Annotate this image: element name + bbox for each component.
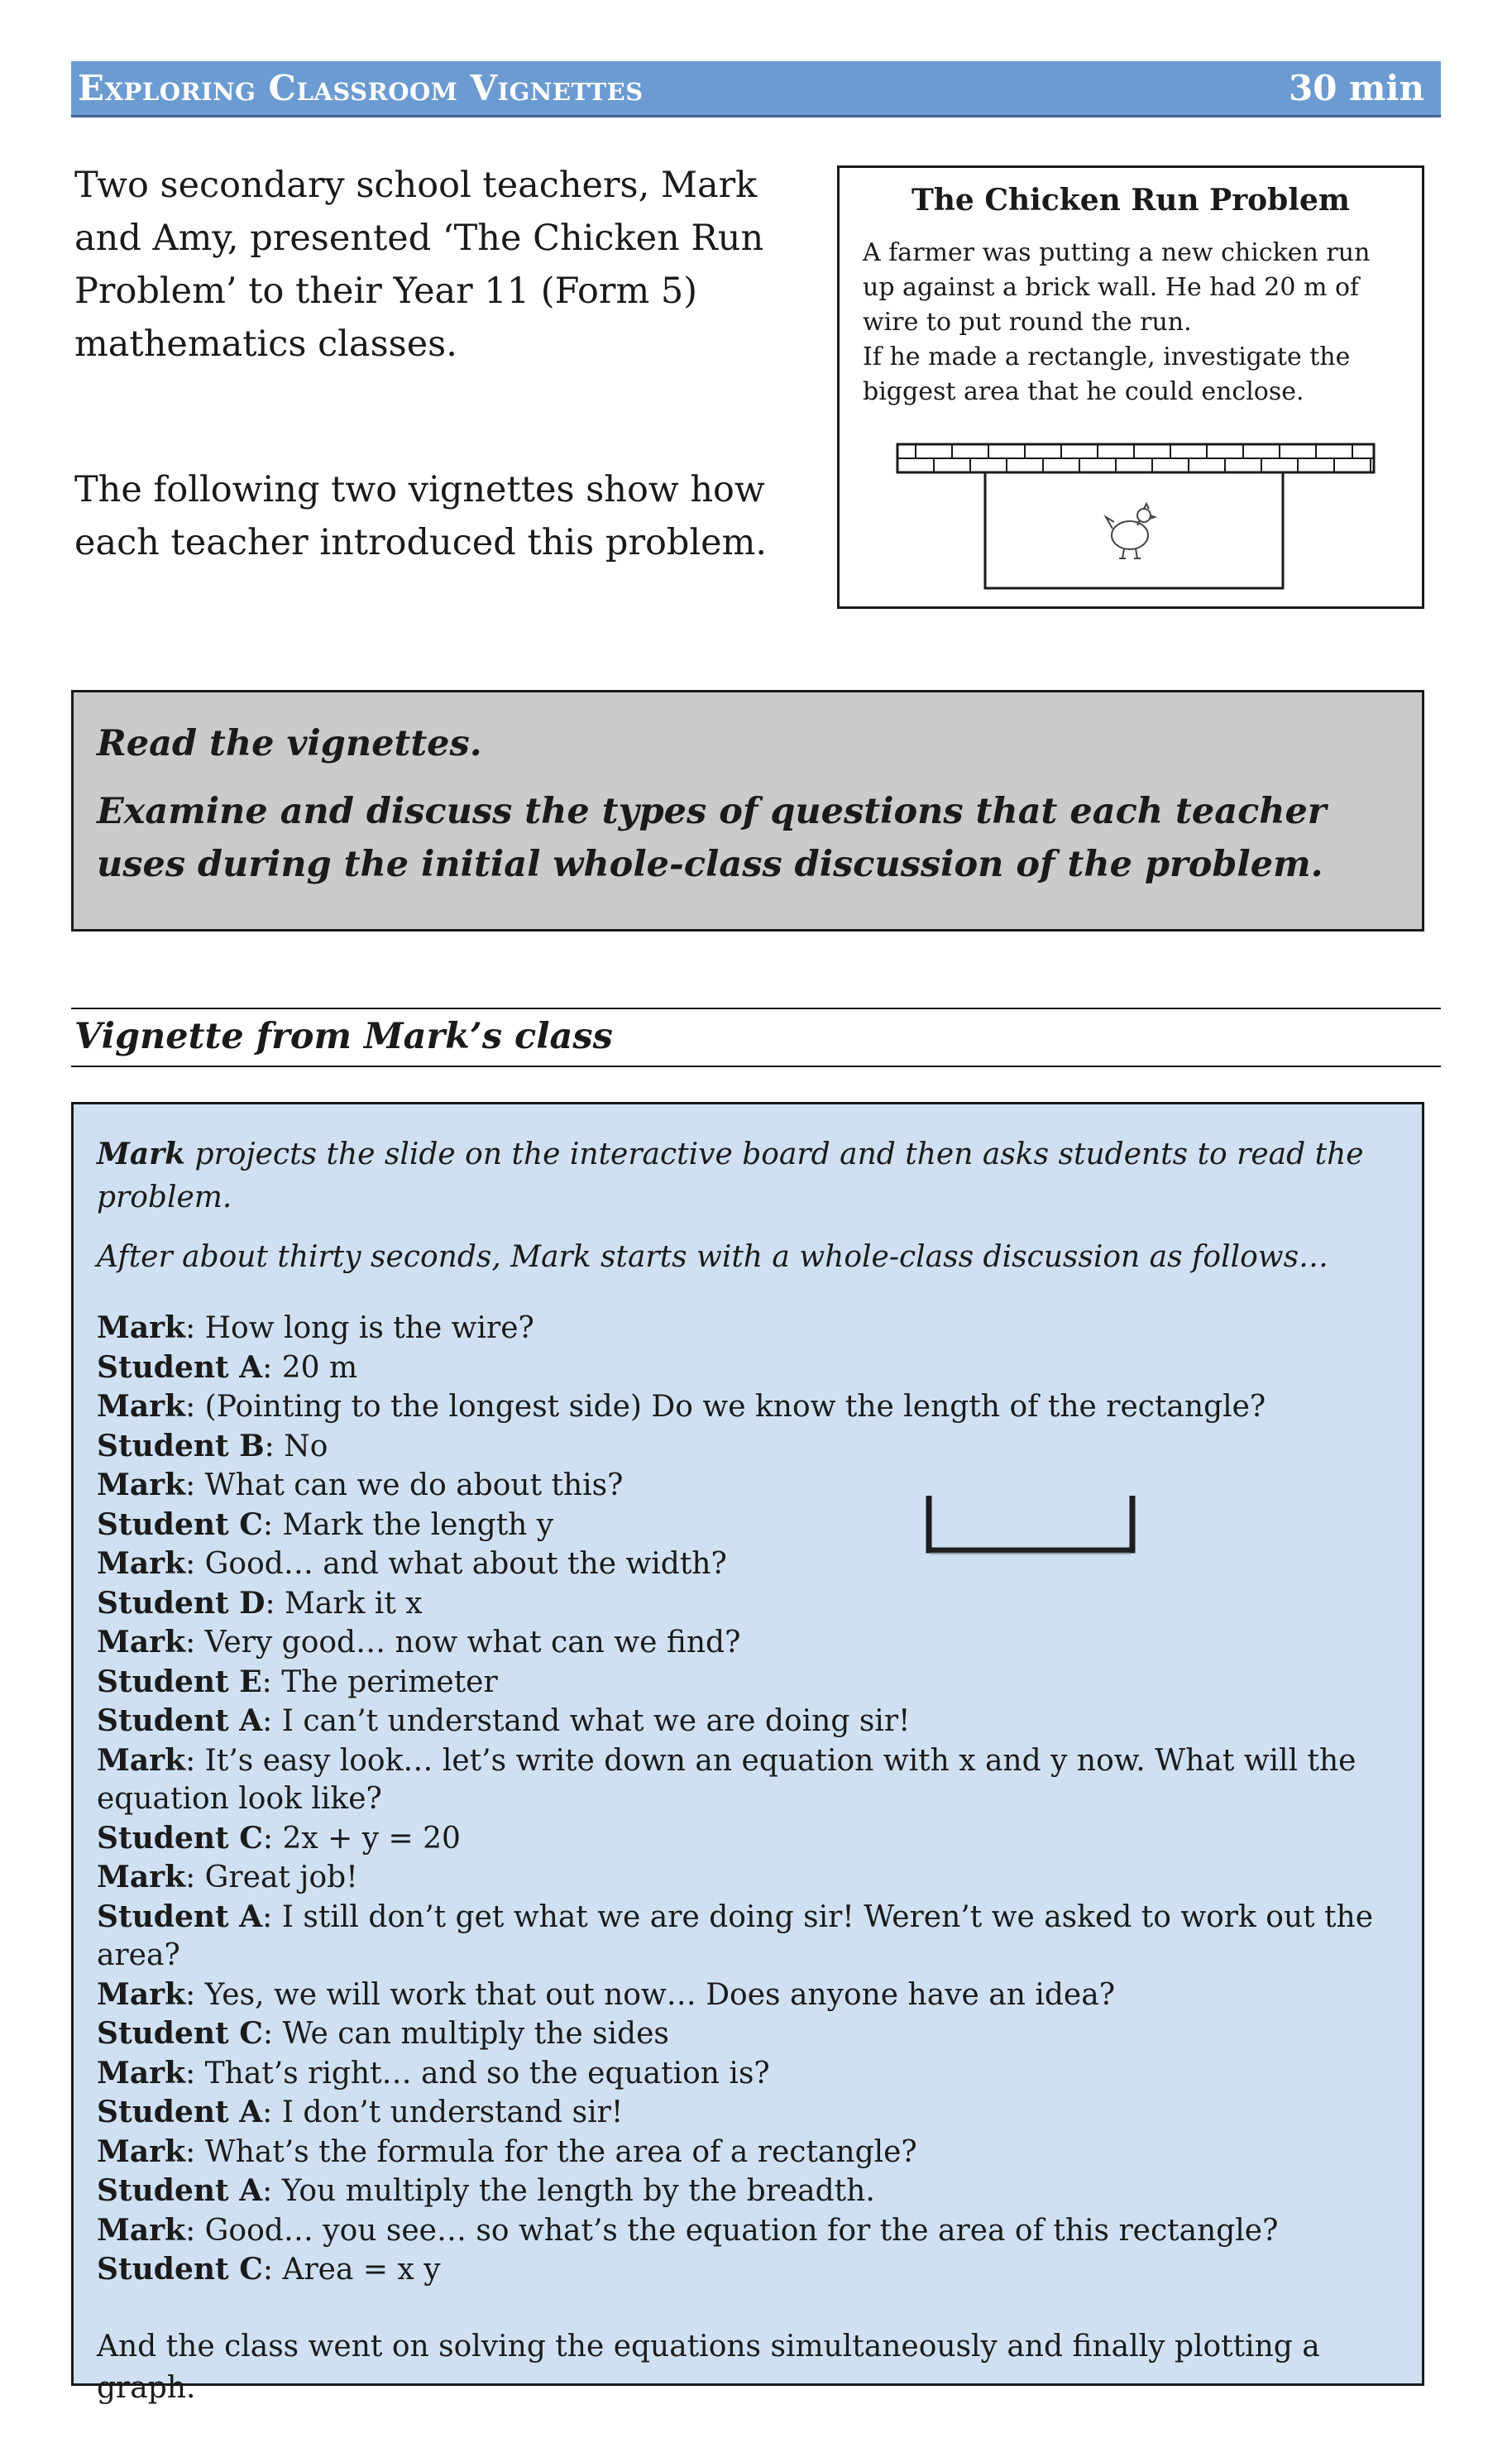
- dialogue-line: [97, 2250, 1399, 2290]
- intro-text: [74, 159, 819, 569]
- dialogue-line: [97, 2133, 1399, 2172]
- dialogue-speaker: Student A: [97, 1349, 263, 1385]
- dialogue-line: [97, 2054, 1399, 2094]
- dialogue-text: : 20 m: [262, 1350, 358, 1385]
- dialogue-line: [97, 1466, 1399, 1506]
- dialogue-line: [97, 1623, 1399, 1663]
- dialogue-text: : The perimeter: [261, 1664, 498, 1699]
- dialogue-line: [97, 1545, 1399, 1584]
- dialogue-line: [97, 1819, 1399, 1859]
- task-line-1: Read the vignettes.: [97, 723, 482, 764]
- dialogue-line: [97, 1584, 1399, 1624]
- dialogue-speaker: Mark: [97, 2212, 186, 2248]
- dialogue-text: : Yes, we will work that out now… Does anyone have an idea?: [185, 1977, 1116, 2012]
- dialogue-speaker: Student C: [97, 2016, 263, 2051]
- vignette-heading: Vignette from Mark’s class: [71, 1008, 1441, 1067]
- intro-paragraph-1: Two secondary school teachers, Mark and Amy, presented ‘The Chicken Run Problem’ to their Year 11 (Form 5) mathematics classes.: [74, 165, 764, 365]
- dialogue-line: [97, 1309, 1399, 1348]
- problem-title: The Chicken Run Problem: [911, 183, 1351, 218]
- dialogue-text: : Mark it x: [265, 1586, 423, 1621]
- dialogue-line: [97, 1387, 1399, 1427]
- dialogue-speaker: Mark: [97, 1468, 186, 1502]
- vignette-dialogue-box: [71, 1102, 1424, 2405]
- dialogue-text: : Great job!: [185, 1861, 358, 1894]
- section-title: Exploring Classroom Vignettes: [78, 68, 644, 108]
- dialogue-text: : How long is the wire?: [185, 1311, 534, 1345]
- dialogue-line: [97, 1898, 1399, 1976]
- dialogue-line: [97, 1663, 1399, 1703]
- dialogue-speaker: Mark: [97, 1976, 186, 2012]
- dialogue-line: [97, 2172, 1399, 2211]
- dialogue-speaker: Mark: [97, 2055, 186, 2091]
- brick-wall: [897, 444, 1374, 472]
- dialogue-line: [97, 1427, 1399, 1467]
- section-banner: [71, 61, 1441, 117]
- vignette-outro: And the class went on solving the equations simultaneously and finally plotting a graph.: [97, 2329, 1320, 2405]
- dialogue-text: : You multiply the length by the breadth.: [262, 2174, 875, 2208]
- problem-text-2: If he made a rectangle, investigate the biggest area that he could enclose.: [863, 342, 1351, 406]
- dialogue-speaker: Student E: [97, 1664, 262, 1699]
- dialogue-text: : It’s easy look… let’s write down an equation with x and y now. What will the equation look like?: [97, 1743, 1356, 1816]
- dialogue-speaker: Mark: [97, 1860, 186, 1894]
- dialogue-speaker: Mark: [97, 1742, 186, 1778]
- dialogue-text: : (Pointing to the longest side) Do we know the length of the rectangle?: [185, 1390, 1266, 1424]
- dialogue-speaker: Mark: [97, 1546, 186, 1581]
- dialogue-speaker: Student D: [97, 1585, 266, 1621]
- dialogue-line: [97, 2211, 1399, 2251]
- dialogue-text: : We can multiply the sides: [262, 2017, 669, 2051]
- dialogue-line: [97, 2093, 1399, 2133]
- duration-label: 30 min: [1288, 68, 1424, 108]
- dialogue-text: : What’s the formula for the area of a rectangle?: [185, 2134, 917, 2169]
- dialogue-speaker: Student A: [97, 2173, 263, 2208]
- dialogue-line: [97, 1702, 1399, 1741]
- dialogue-speaker: Student A: [97, 1899, 263, 1934]
- dialogue-text: : I don’t understand sir!: [262, 2095, 624, 2129]
- task-box: [71, 690, 1424, 932]
- dialogue-text: : What can we do about this?: [185, 1468, 624, 1502]
- dialogue-text: : I can’t understand what we are doing sir!: [262, 1704, 911, 1738]
- intro-paragraph-2: The following two vignettes show how each teacher introduced this problem.: [74, 469, 768, 563]
- three-sided-rectangle-sketch: [923, 1491, 1138, 1565]
- problem-text-1: A farmer was putting a new chicken run up against a brick wall. He had 20 m of wire to put round the run.: [863, 238, 1371, 337]
- dialogue-line: [97, 1741, 1399, 1819]
- chicken-run-rectangle: [985, 472, 1283, 588]
- problem-box: [837, 165, 1424, 609]
- dialogue-speaker: Student C: [97, 2252, 263, 2287]
- dialogue-speaker: Mark: [97, 1310, 186, 1345]
- dialogue-text: : Very good… now what can we find?: [185, 1626, 741, 1660]
- dialogue-text: : I still don’t get what we are doing sir! Weren’t we asked to work out the area?: [97, 1899, 1374, 1972]
- dialogue-speaker: Student C: [97, 1506, 263, 1542]
- dialogue-speaker: Mark: [97, 1389, 186, 1424]
- dialogue-speaker: Mark: [97, 1625, 186, 1660]
- dialogue-speaker: Student C: [97, 1820, 263, 1856]
- dialogue-speaker: Student A: [97, 1703, 263, 1738]
- dialogue-line: [97, 2014, 1399, 2054]
- dialogue-speaker: Mark: [97, 2134, 186, 2169]
- dialogue-lines: [97, 1309, 1399, 2290]
- dialogue-line: [97, 1858, 1399, 1898]
- dialogue-line: [97, 1976, 1399, 2015]
- dialogue-text: : Area = x y: [262, 2253, 441, 2287]
- dialogue-line: [97, 1348, 1399, 1388]
- problem-text: [863, 236, 1400, 410]
- narration-1-text: projects the slide on the interactive board and then asks students to read the problem.: [97, 1138, 1364, 1214]
- dialogue-text: : No: [264, 1429, 328, 1463]
- dialogue-text: : Good… and what about the width?: [185, 1547, 727, 1581]
- dialogue-text: : That’s right… and so the equation is?: [185, 2056, 770, 2091]
- dialogue-text: : Good… you see… so what’s the equation for the area of this rectangle?: [185, 2213, 1279, 2248]
- dialogue-speaker: Student A: [97, 2095, 263, 2129]
- narration-2: After about thirty seconds, Mark starts with a whole-class discussion as follows…: [97, 1240, 1329, 1274]
- narration-1-name: Mark: [97, 1137, 186, 1171]
- dialogue-speaker: Student B: [97, 1428, 265, 1463]
- dialogue-line: [97, 1506, 1399, 1545]
- chicken-run-illustration: [896, 443, 1376, 592]
- narration-1: [97, 1133, 1399, 1219]
- dialogue-text: : 2x + y = 20: [262, 1821, 461, 1856]
- task-line-2: Examine and discuss the types of questions that each teacher uses during the initial whole-class discussion of the problem.: [97, 791, 1327, 885]
- dialogue-text: : Mark the length y: [262, 1507, 554, 1542]
